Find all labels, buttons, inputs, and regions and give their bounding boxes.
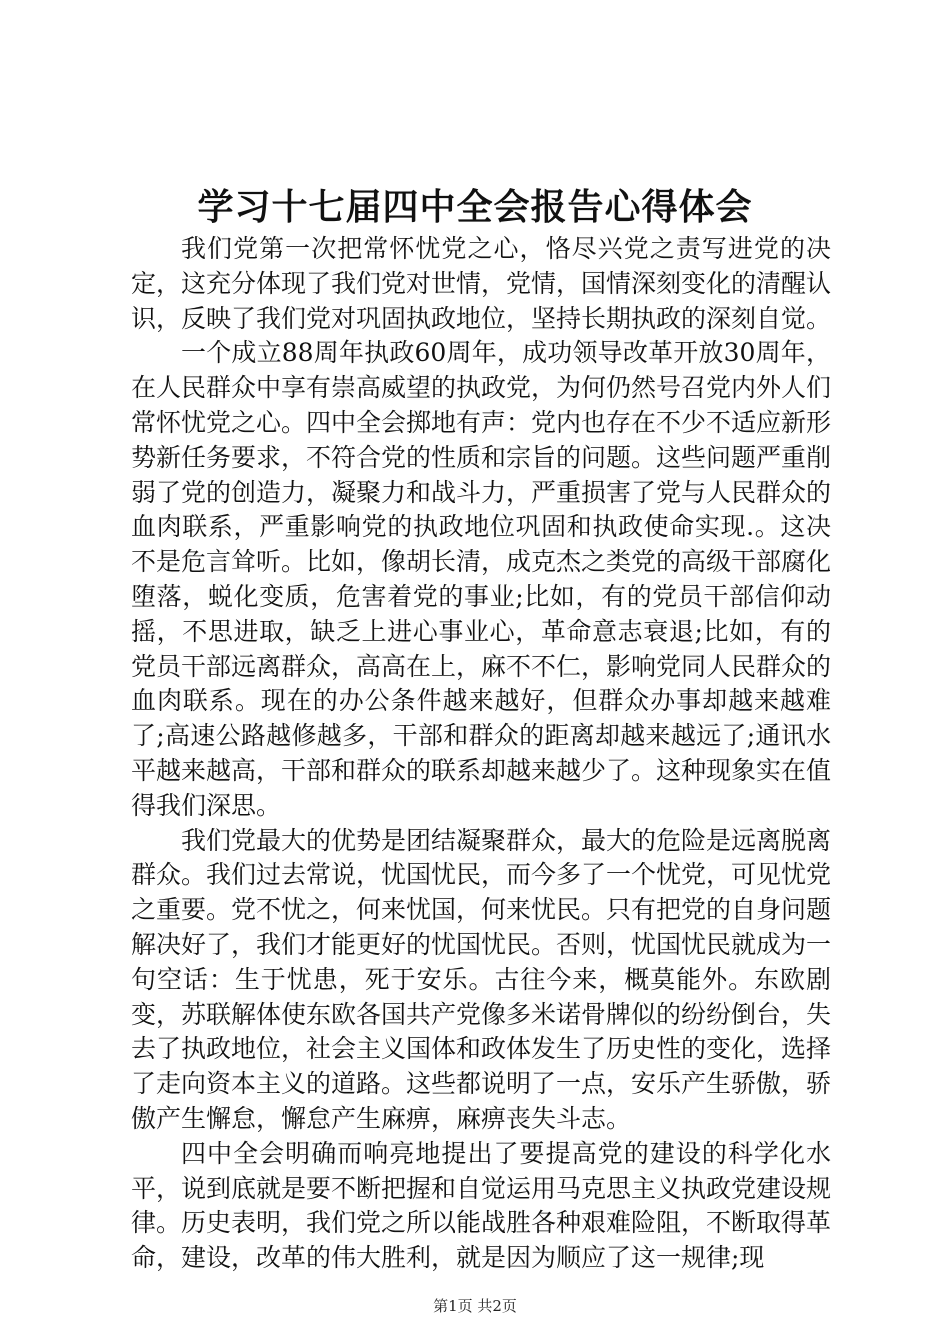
document-title: 学习十七届四中全会报告心得体会	[197, 186, 753, 228]
paragraph: 我们党最大的优势是团结凝聚群众，最大的危险是远离脱离群众。我们过去常说，忧国忧民，而今多了一个忧党，可见忧党之重要。党不忧之，何来忧国，何来忧民。只有把党的自身问题解决好了，我们才能更好的忧国忧民。否则，忧国忧民就成为一句空话：生于忧患，死于安乐。古往今来，概莫能外。东欧剧变，苏联解体使东欧各国共产党像多米诺骨牌似的纷纷倒台，失去了执政地位，社会主义国体和政体发生了历史性的变化，选择了走向资本主义的道路。这些都说明了一点，安乐产生骄傲，骄傲产生懈怠，懈怠产生麻痹，麻痹丧失斗志。	[131, 825, 832, 1133]
page-footer: 第1页 共2页	[433, 1297, 517, 1315]
document-body	[131, 232, 831, 1276]
paragraph: 四中全会明确而响亮地提出了要提高党的建设的科学化水平，说到底就是要不断把握和自觉运用马克思主义执政党建设规律。历史表明，我们党之所以能战胜各种艰难险阻，不断取得革命，建设，改革的伟大胜利，就是因为顺应了这一规律;现	[131, 1138, 832, 1273]
paragraph: 我们党第一次把常怀忧党之心，恪尽兴党之责写进党的决定，这充分体现了我们党对世情，党情，国情深刻变化的清醒认识，反映了我们党对巩固执政地位，坚持长期执政的深刻自觉。	[131, 234, 832, 333]
paragraph: 一个成立88周年执政60周年，成功领导改革开放30周年，在人民群众中享有崇高威望的执政党，为何仍然号召党内外人们常怀忧党之心。四中全会掷地有声：党内也存在不少不适应新形势新任务要求，不符合党的性质和宗旨的问题。这些问题严重削弱了党的创造力，凝聚力和战斗力，严重损害了党与人民群众的血肉联系，严重影响党的执政地位巩固和执政使命实现.。这决不是危言耸听。比如，像胡长清，成克杰之类党的高级干部腐化堕落，蜕化变质，危害着党的事业;比如，有的党员干部信仰动摇，不思进取，缺乏上进心事业心，革命意志衰退;比如，有的党员干部远离群众，高高在上，麻不不仁，影响党同人民群众的血肉联系。现在的办公条件越来越好，但群众办事却越来越难了;高速公路越修越多，干部和群众的距离却越来越远了;通讯水平越来越高，干部和群众的联系却越来越少了。这种现象实在值得我们深思。	[131, 338, 832, 820]
